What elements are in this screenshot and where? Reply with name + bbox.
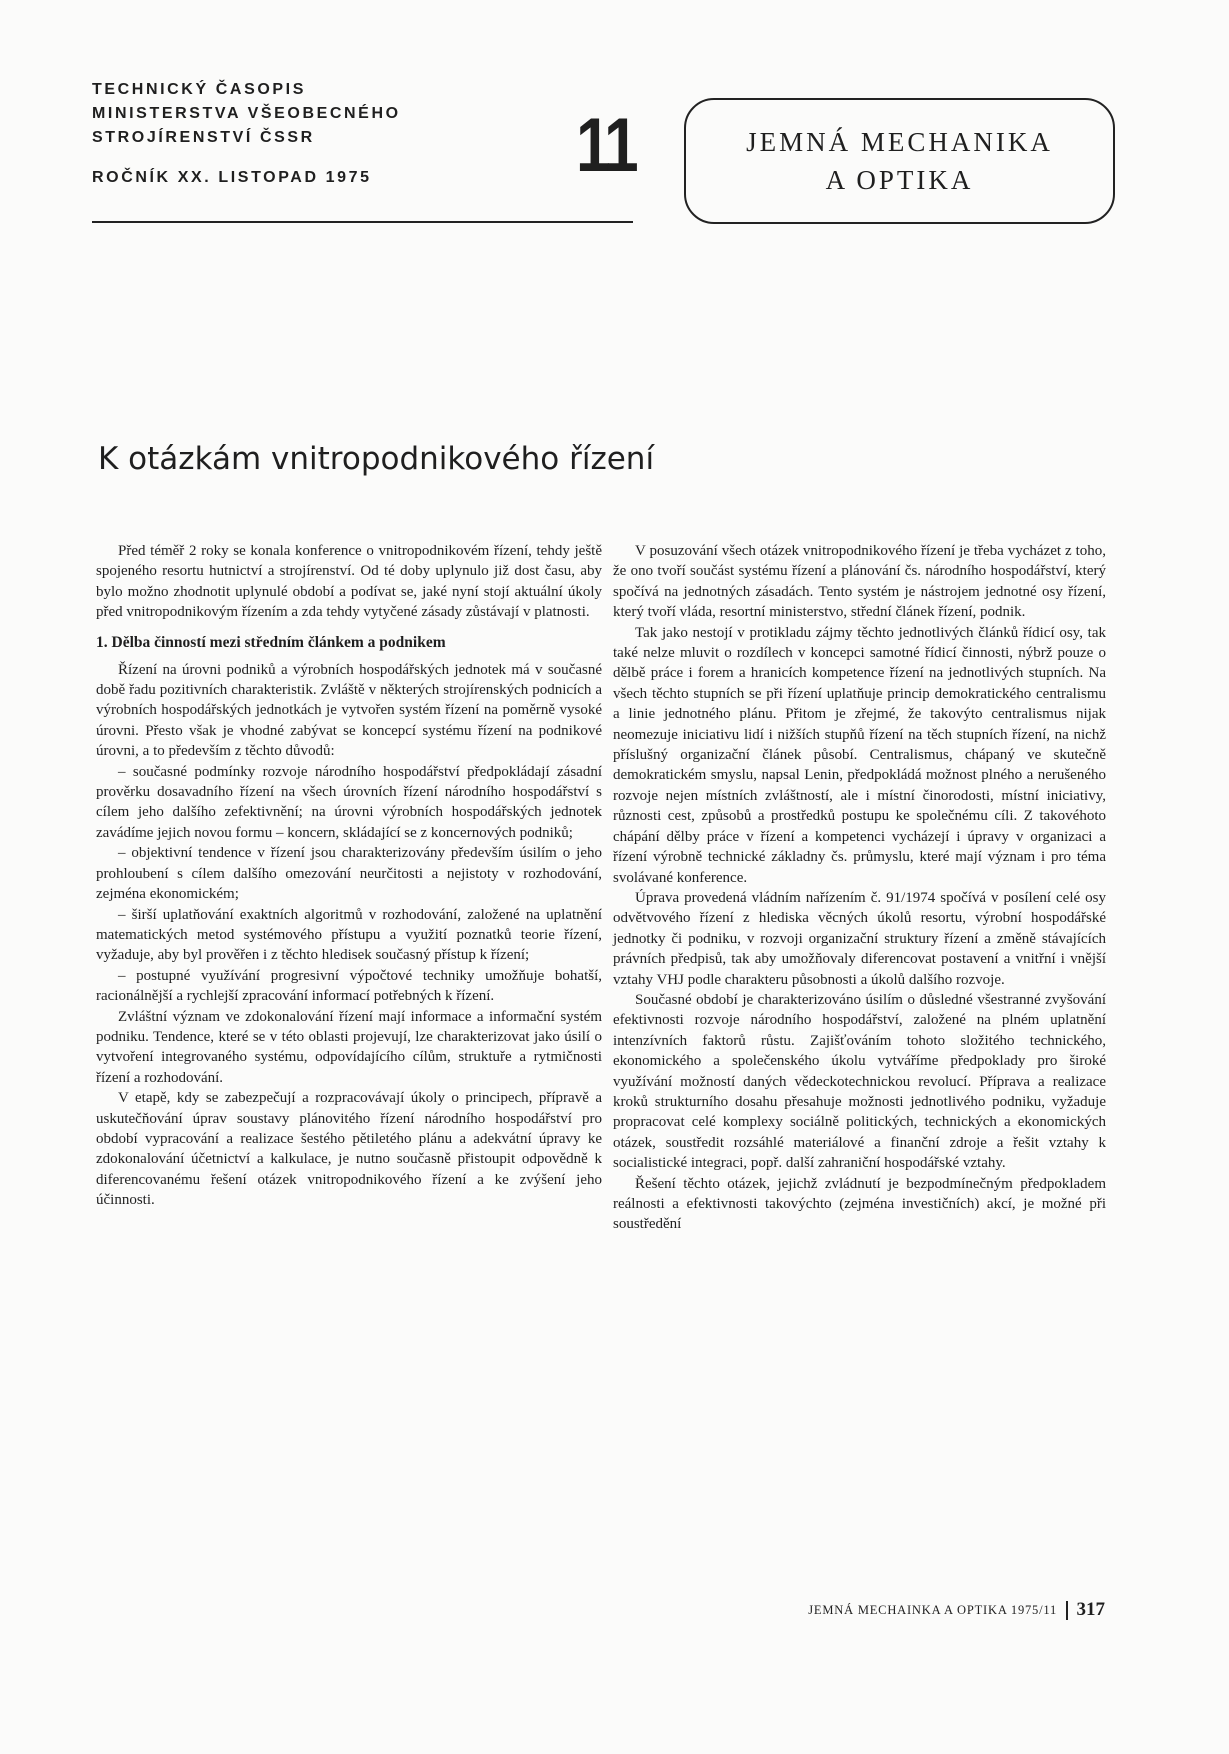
- paragraph: Současné období je charakterizováno úsilím o důsledné všestranné zvyšování efektivnosti rozvoje národního hospodářství, založené na plném uplatnění intenzívních faktorů růstu. Zajišťováním tohoto složitého technického, ekonomického a společenského úkolu vytváříme předpoklady pro široké využívání možností daných vědeckotechnickou revolucí. Příprava a realizace kroků strukturního dosahu přesahuje možnosti jednotlivého podniku, vyžaduje propracovat celé komplexy sociálně politických, technických a ekonomických otázek, soustředit rozsáhlé materiálové a finanční zdroje a řešit vztahy k socialistické integraci, popř. další zahraniční hospodářské vztahy.: [613, 991, 1106, 1172]
- right-column: [613, 541, 1106, 1235]
- volume-date-line: ROČNÍK XX. LISTOPAD 1975: [92, 169, 372, 186]
- journal-title-line: A OPTIKA: [825, 165, 974, 195]
- masthead-line: MINISTERSTVA VŠEOBECNÉHO: [92, 105, 401, 122]
- paragraph: Tak jako nestojí v protikladu zájmy těchto jednotlivých článků řídicí osy, tak také nelze mluvit o rozdílech v koncepci samotné řídicí činnosti, nýbrž pouze o dělbě práce i forem a hranicích kompetence řízení na jednotlivých stupních. Na všech těchto stupních se při řízení uplatňuje princip demokratického centralismu a linie jednotného plánu. Přitom je zřejmé, že takovýto centralismus nijak neomezuje iniciativu lidí i nižších stupňů řízení na těch stupních řízení, na nichž příslušný organizační článek působí. Centralismus, chápaný ve skutečně demokratickém smyslu, napsal Lenin, předpokládá možnost plného a nerušeného rozvoje nejen místních zvláštností, ale i místní činorodosti, místní iniciativy, různosti cest, způsobů a prostředků postupu ke společnému cíli. Z takovéhoto chápání dělby práce v řízení a kompetenci vycházejí i úpravy v organizaci a řízení výrobně technické základny čs. průmyslu, které mají význam i pro téma svolávané konference.: [613, 624, 1106, 886]
- paragraph: – objektivní tendence v řízení jsou charakterizovány především úsilím o jeho prohloubení s cílem dalšího omezování neurčitosti a nejistoty v rozhodování, zejména ekonomickém;: [96, 845, 602, 903]
- journal-title-line: JEMNÁ MECHANIKA: [746, 127, 1053, 157]
- paragraph: Před téměř 2 roky se konala konference o vnitropodnikovém řízení, tehdy ještě spojeného resortu hutnictví a strojírenství. Od té doby uplynulo již dost času, aby bylo možno zhodnotit uplynulé období a podívat se, jaké nyní stojí aktuální úkoly před vnitropodnikovým řízením a zda tehdy vytyčené zásady zůstávají v platnosti.: [96, 543, 602, 621]
- paragraph: – postupné využívání progresivní výpočtové techniky umožňuje bohatší, racionálnější a rychlejší zpracování informací potřebných k řízení.: [96, 967, 602, 1005]
- section-heading: 1. Dělba činností mezi středním článkem a podnikem: [96, 633, 446, 651]
- paragraph: V posuzování všech otázek vnitropodnikového řízení je třeba vycházet z toho, že ono tvoří součást systému řízení a plánování čs. národního hospodářství, který spočívá na jednotných zásadách. Tento systém je nástrojem jednotné osy řízení, který tvoří vláda, resortní ministerstvo, střední článek řízení, podnik.: [613, 543, 1106, 621]
- paragraph: – současné podmínky rozvoje národního hospodářství předpokládají zásadní prověrku dosavadního řízení na všech úrovních řízení národního hospodářství s cílem jeho dalšího zefektivnění; na úrovni výrobních hospodářských jednotek zavádíme jejich novou formu – koncern, skládající se z koncernových podniků;: [96, 763, 602, 841]
- page-number: 317: [1076, 1599, 1105, 1620]
- page-footer: [808, 1599, 1105, 1621]
- paragraph: Řešení těchto otázek, jejichž zvládnutí je bezpodmínečným předpokladem reálnosti a efektivnosti takovýchto (zejména investičních) akcí, je možné při soustředění: [613, 1175, 1106, 1233]
- masthead-line: STROJÍRENSTVÍ ČSSR: [92, 129, 315, 146]
- left-column: [96, 541, 602, 1211]
- paragraph: Zvláštní význam ve zdokonalování řízení mají informace a informační systém podniku. Tendence, které se v této oblasti projevují, lze charakterizovat jako úsilí o vytvoření integrovaného systému, odpovídajícího cílům, struktuře a rytmičnosti řízení a rozhodování.: [96, 1008, 602, 1086]
- issue-number: 11: [576, 103, 636, 188]
- masthead-rule: [92, 221, 633, 223]
- paragraph: V etapě, kdy se zabezpečují a rozpracovávají úkoly o principech, přípravě a uskutečňování úprav soustavy plánovitého řízení národního hospodářství pro období vypracování a realizace šestého pětiletého plánu a adekvátní úpravy ke zdokonalování účetnictví a kalkulace, je nutno současně přistoupit odpovědně k diferencovanému řešení otázek vnitropodnikového řízení a ke zvýšení jeho účinnosti.: [96, 1090, 602, 1209]
- masthead-line: TECHNICKÝ ČASOPIS: [92, 81, 306, 98]
- article-title: K otázkám vnitropodnikového řízení: [98, 441, 655, 477]
- paragraph: – širší uplatňování exaktních algoritmů v rozhodování, založené na uplatnění matematických metod systémového přístupu a využití poznatků teorie řízení, vyžaduje, aby byl prověřen i z těchto hledisek současný přístup k řízení;: [96, 906, 602, 964]
- paragraph: Řízení na úrovni podniků a výrobních hospodářských jednotek má v současné době řadu pozitivních charakteristik. Zvláště v některých strojírenských podnicích a výrobních hospodářských jednotkách je vytvořen systém řízení na poměrně vysoké úrovni. Přesto však je vhodné zabývat se koncepcí systému řízení na podnikové úrovni, a to především z těchto důvodů:: [96, 661, 602, 760]
- masthead: [92, 78, 401, 190]
- running-title: JEMNÁ MECHAINKA A OPTIKA 1975/11: [808, 1602, 1057, 1617]
- journal-title-box: [684, 98, 1115, 224]
- footer-divider: [1066, 1601, 1068, 1620]
- paragraph: Úprava provedená vládním nařízením č. 91/1974 spočívá v posílení celé osy odvětvového řízení z hlediska věcných úkolů resortu, výrobní hospodářské jednotky či podniku, v rozvoji organizační struktury řízení a změně stávajících právních předpisů, tak aby umožňovaly diferencovat postavení a vnitřní i vnější vztahy VHJ podle charakteru působnosti a úkolů dalšího rozvoje.: [613, 889, 1106, 988]
